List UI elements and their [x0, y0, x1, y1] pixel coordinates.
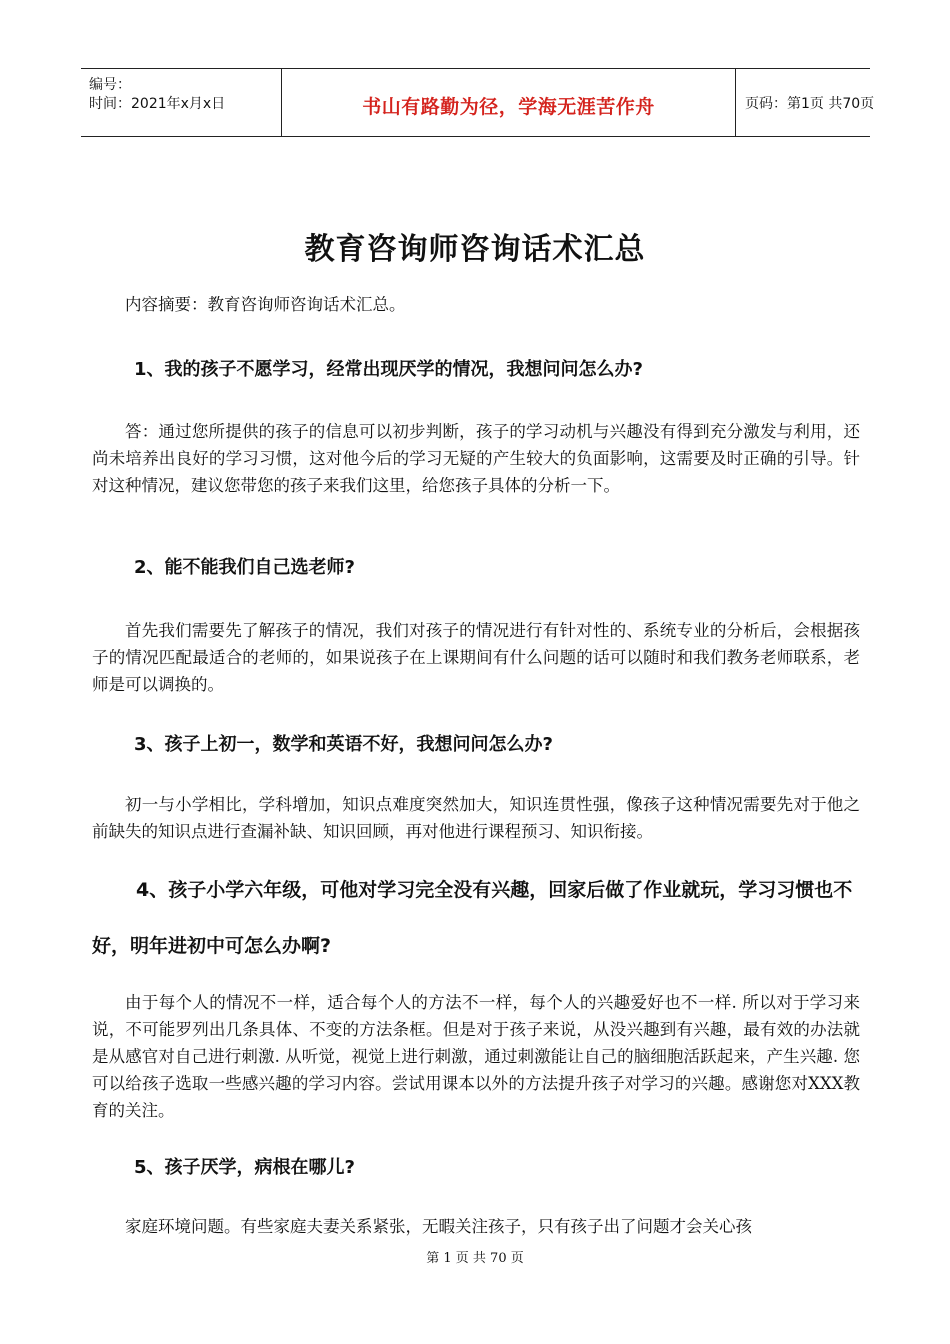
document-time-label: 时间：2021年x月x日: [89, 96, 226, 112]
page-header: [81, 68, 875, 137]
summary-paragraph: 内容摘要：教育咨询师咨询话术汇总。: [125, 295, 406, 314]
header-page-cell: [735, 69, 875, 136]
answer-3: 初一与小学相比，学科增加，知识点难度突然加大，知识连贯性强，像孩子这种情况需要先对于他之前缺失的知识点进行查漏补缺、知识回顾，再对他进行课程预习、知识衔接。: [92, 795, 860, 841]
document-number-label: 编号：: [89, 77, 131, 93]
question-4: 4、孩子小学六年级，可他对学习完全没有兴趣，回家后做了作业就玩，学习习惯也不好，明年进初中可怎么办啊?: [92, 879, 853, 957]
answer-2: 首先我们需要先了解孩子的情况，我们对孩子的情况进行有针对性的、系统专业的分析后，会根据孩子的情况匹配最适合的老师的，如果说孩子在上课期间有什么问题的话可以随时和我们教务老师联系，老师是可以调换的。: [92, 621, 860, 694]
question-3: 3、孩子上初一，数学和英语不好，我想问问怎么办?: [134, 734, 553, 755]
page-footer: 第 1 页 共 70 页: [426, 1251, 524, 1266]
header-motto-cell: [281, 69, 736, 136]
document-title: 教育咨询师咨询话术汇总: [304, 232, 646, 267]
question-1: 1、我的孩子不愿学习，经常出现厌学的情况，我想问问怎么办?: [134, 359, 643, 380]
answer-1: 答：通过您所提供的孩子的信息可以初步判断，孩子的学习动机与兴趣没有得到充分激发与利用，还尚未培养出良好的学习习惯，这对他今后的学习无疑的产生较大的负面影响，这需要及时正确的引导。针对这种情况，建议您带您的孩子来我们这里，给您孩子具体的分析一下。: [92, 422, 860, 495]
question-2: 2、能不能我们自己选老师?: [134, 557, 355, 578]
question-5: 5、孩子厌学，病根在哪儿?: [134, 1157, 355, 1178]
answer-4: 由于每个人的情况不一样，适合每个人的方法不一样，每个人的兴趣爱好也不一样. 所以对于学习来说，不可能罗列出几条具体、不变的方法条框。但是对于孩子来说，从没兴趣到有兴趣，最有效的办法就是从感官对自己进行刺激. 从听觉，视觉上进行刺激，通过刺激能让自己的脑细胞活跃起来，产生兴趣. 您可以给孩子选取一些感兴趣的学习内容。尝试用课本以外的方法提升孩子对学习的兴趣。感谢您对XXX教育的关注。: [92, 993, 860, 1120]
header-page-info: 页码：第1页 共70页: [745, 96, 875, 112]
answer-5: 家庭环境问题。有些家庭夫妻关系紧张，无暇关注孩子，只有孩子出了问题才会关心孩: [125, 1217, 752, 1236]
header-meta-cell: [81, 69, 281, 136]
header-motto: 书山有路勤为径，学海无涯苦作舟: [362, 96, 655, 118]
